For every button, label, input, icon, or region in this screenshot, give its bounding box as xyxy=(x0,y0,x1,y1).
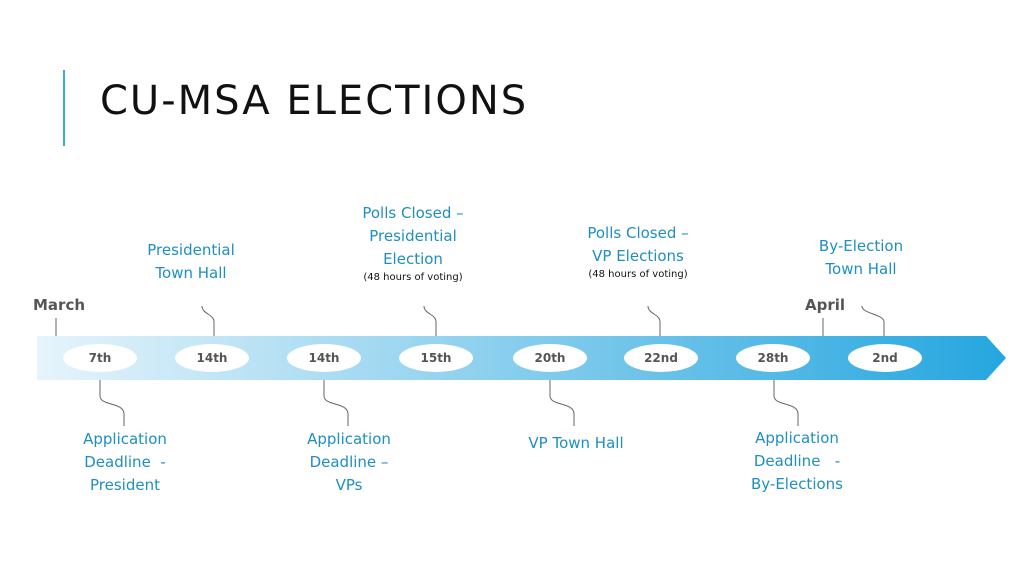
event-note: (48 hours of voting) xyxy=(588,269,688,280)
event-line: President xyxy=(90,476,160,494)
date-pill-7 xyxy=(736,344,810,372)
date-label: 20th xyxy=(534,351,566,365)
event-vp-town-hall xyxy=(528,432,623,455)
date-pill-3 xyxy=(287,344,361,372)
event-polls-closed-vp xyxy=(587,222,688,282)
event-line: Presidential xyxy=(147,241,235,259)
event-line: Polls Closed – xyxy=(362,204,464,222)
date-pill-2 xyxy=(175,344,249,372)
connector-polls-presidential xyxy=(424,306,436,336)
event-polls-closed-presidential xyxy=(362,202,463,285)
event-line: VP Town Hall xyxy=(528,434,624,452)
date-label: 15th xyxy=(420,351,452,365)
event-line: Deadline - xyxy=(753,452,841,470)
event-line: VPs xyxy=(335,476,363,494)
event-line: Deadline - xyxy=(84,453,166,471)
date-label: 2nd xyxy=(872,351,898,365)
connector-presidential-town-hall xyxy=(202,306,214,336)
connector-polls-vp xyxy=(648,306,660,336)
date-pill-1 xyxy=(63,344,137,372)
event-by-election-town-hall xyxy=(819,235,903,281)
date-pill-4 xyxy=(399,344,473,372)
connector-by-election-town-hall xyxy=(862,306,884,336)
event-line: Presidential xyxy=(369,227,457,245)
event-line: Application xyxy=(755,429,839,447)
event-line: Election xyxy=(383,250,443,268)
event-line: Application xyxy=(307,430,391,448)
event-line: Town Hall xyxy=(825,260,897,278)
date-label: 28th xyxy=(757,351,789,365)
date-label: 14th xyxy=(196,351,228,365)
event-application-deadline-vps xyxy=(307,428,391,497)
month-label-april: April xyxy=(805,296,846,314)
connector-app-deadline-by-elections xyxy=(774,380,798,426)
event-line: Town Hall xyxy=(155,264,227,282)
event-note: (48 hours of voting) xyxy=(363,272,463,283)
event-application-deadline-by-elections xyxy=(751,427,843,496)
event-line: Deadline – xyxy=(309,453,389,471)
connector-app-deadline-vps xyxy=(324,380,348,426)
date-pill-6 xyxy=(624,344,698,372)
date-label: 7th xyxy=(88,351,112,365)
event-line: Application xyxy=(83,430,167,448)
event-presidential-town-hall xyxy=(147,239,235,285)
date-pill-8 xyxy=(848,344,922,372)
connector-vp-town-hall xyxy=(550,380,574,426)
date-label: 14th xyxy=(308,351,340,365)
event-line: By-Election xyxy=(818,237,904,255)
event-line: Polls Closed – xyxy=(587,224,689,242)
event-line: By-Elections xyxy=(751,475,843,493)
slide-title: CU-MSA ELECTIONS xyxy=(100,78,529,124)
date-pill-5 xyxy=(513,344,587,372)
connector-app-deadline-president xyxy=(100,380,124,426)
month-label-march: March xyxy=(33,296,86,314)
date-label: 22nd xyxy=(644,351,678,365)
event-application-deadline-president xyxy=(83,428,167,497)
event-line: VP Elections xyxy=(592,247,684,265)
